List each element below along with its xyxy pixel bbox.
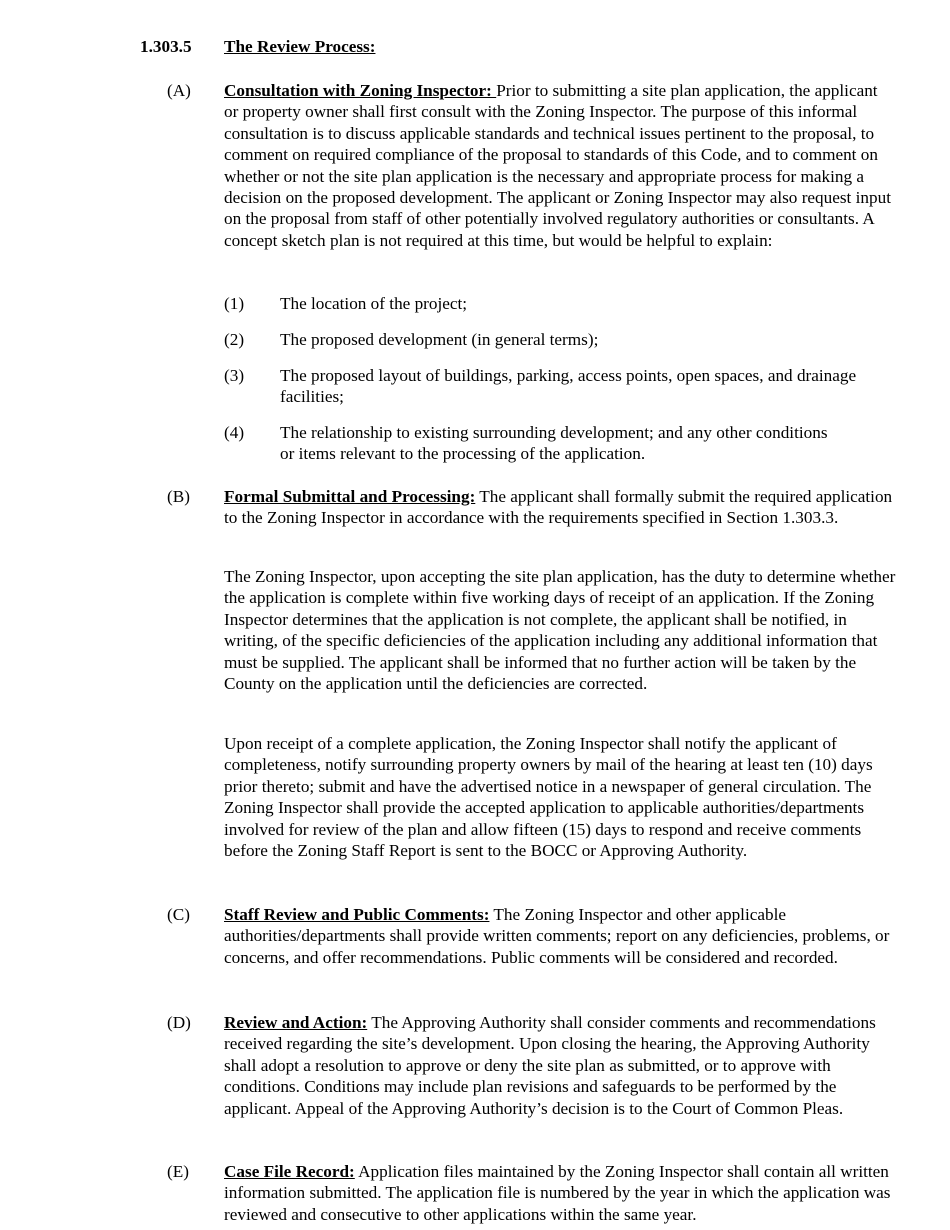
list-item-number: (2) <box>224 330 245 349</box>
clause-b-paragraph-3: Upon receipt of a complete application, the Zoning Inspector shall notify the applicant of completeness, notify surrounding property owners by mail of the hearing at least ten (10) days prior thereto; submit and have the advertised notice in a newspaper of general circulation. The Zoning Inspector shall provide the accepted application to applicable authorities/departments involved for review of the plan and allow fifteen (15) days to respond and receive comments before the Zoning Staff Report is sent to the BOCC or Approving Authority. <box>224 734 873 861</box>
clause-d-paragraph <box>224 1012 896 1119</box>
list-item-number: (1) <box>224 294 245 313</box>
clause-c-label: (C) <box>167 905 190 924</box>
section-title: The Review Process: <box>224 37 376 56</box>
clause-e-heading: Case File Record: <box>224 1162 355 1181</box>
clause-b-heading: Formal Submittal and Processing: <box>224 487 476 506</box>
clause-b-paragraph-2: The Zoning Inspector, upon accepting the site plan application, has the duty to determine whether the application is complete within five working days of receipt of an application. If the Zoning Inspector determines that the application is not complete, the applicant shall be notified, in writing, of the specific deficiencies of the application including any additional information that must be supplied. The applicant shall be informed that no further action will be taken by the County on the application until the deficiencies are corrected. <box>224 567 896 694</box>
clause-c-body: The Zoning Inspector and other applicable authorities/departments shall provide written comments; report on any deficiencies, problems, or concerns, and offer recommendations. Public comments will be considered and recorded. <box>224 905 890 967</box>
clause-a-paragraph <box>224 80 896 251</box>
clause-b-paragraph <box>224 486 896 529</box>
list-item-number: (3) <box>224 366 245 385</box>
clause-e-body: Application files maintained by the Zoning Inspector shall contain all written information submitted. The application file is numbered by the year in which the application was reviewed and consecutive to other applications within the same year. <box>224 1162 891 1224</box>
list-item-text: The relationship to existing surrounding development; and any other conditions or items relevant to the processing of the application. <box>280 423 828 464</box>
clause-d-label: (D) <box>167 1013 191 1032</box>
clause-a-body: Prior to submitting a site plan application, the applicant or property owner shall first consult with the Zoning Inspector. The purpose of this informal consultation is to discuss applicable standards and technical issues pertinent to the proposal, to comment on required compliance of the proposal to standards of this Code, and to comment on whether or not the site plan application is the necessary and appropriate process for making a decision on the proposed development. The applicant or Zoning Inspector may also request input on the proposal from staff of other potentially involved regulatory authorities or consultants. A concept sketch plan is not required at this time, but would be helpful to explain: <box>224 81 891 250</box>
clause-b-label: (B) <box>167 487 190 506</box>
clause-c-heading: Staff Review and Public Comments: <box>224 905 490 924</box>
clause-a-label: (A) <box>167 81 191 100</box>
list-item-text: The proposed development (in general terms); <box>280 330 599 349</box>
list-item-text: The proposed layout of buildings, parking, access points, open spaces, and drainage facilities; <box>280 366 857 407</box>
clause-a-heading: Consultation with Zoning Inspector: <box>224 81 497 100</box>
clause-c-paragraph <box>224 904 896 968</box>
clause-e-paragraph <box>224 1161 896 1225</box>
clause-e-label: (E) <box>167 1162 189 1181</box>
section-number: 1.303.5 <box>140 37 192 56</box>
list-item-text: The location of the project; <box>280 294 468 313</box>
list-item-number: (4) <box>224 423 245 442</box>
clause-d-body: The Approving Authority shall consider comments and recommendations received regarding the site’s development. Upon closing the hearing, the Approving Authority shall adopt a resolution to approve or deny the site plan as submitted, or to approve with conditions. Conditions may include plan revisions and safeguards to be performed by the applicant. Appeal of the Approving Authority’s decision is to the Court of Common Pleas. <box>224 1013 876 1118</box>
clause-b-body: The applicant shall formally submit the required application to the Zoning Inspector in accordance with the requirements specified in Section 1.303.3. <box>224 487 893 528</box>
clause-d-heading: Review and Action: <box>224 1013 368 1032</box>
